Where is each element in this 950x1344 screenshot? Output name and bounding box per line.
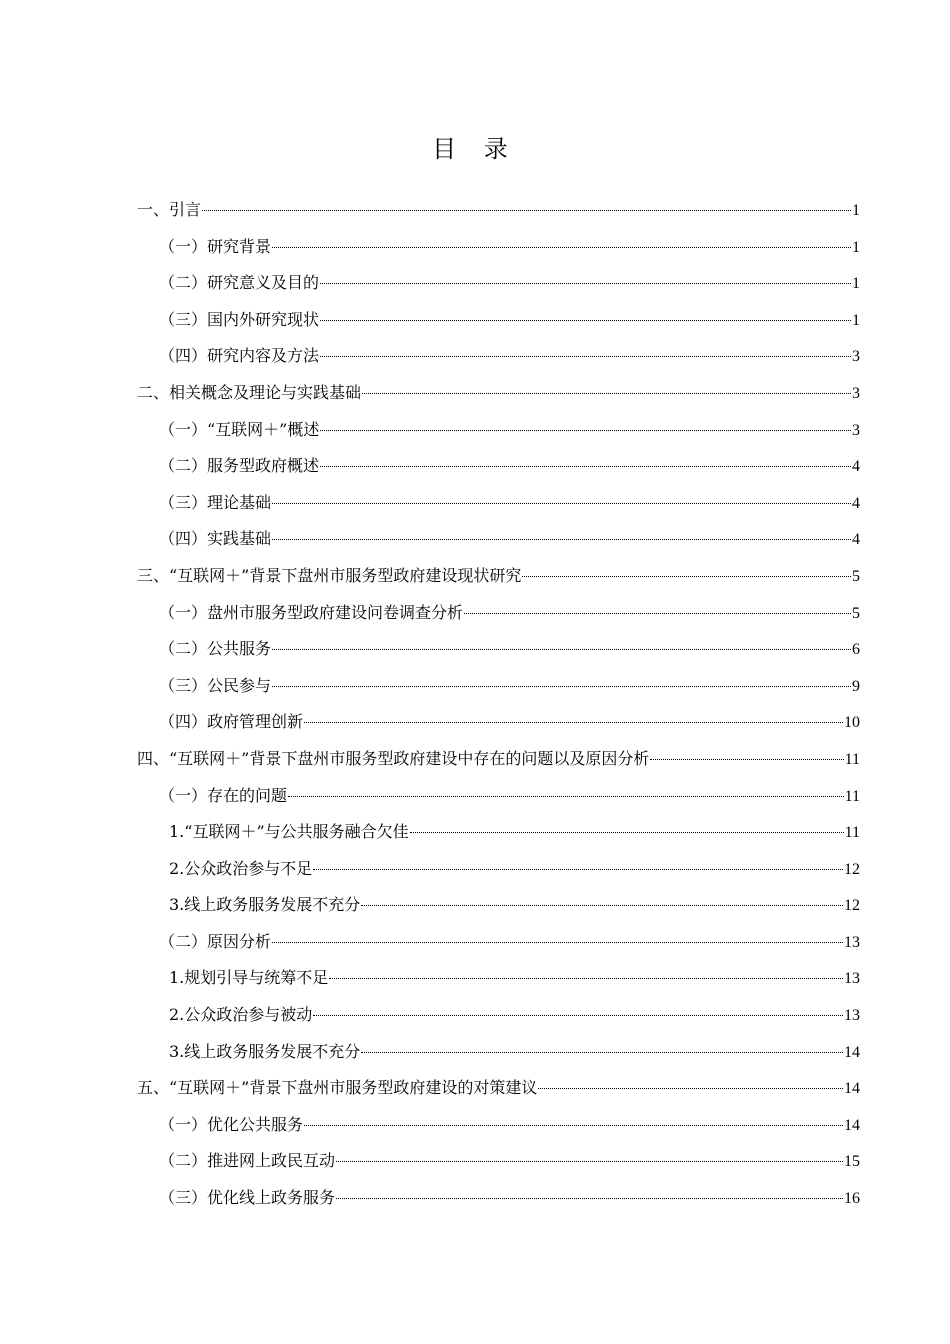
toc-entry[interactable] [137,1180,860,1217]
toc-entry[interactable] [137,302,860,339]
toc-entry-text: 1.“互联网＋”与公共服务融合欠佳 [169,822,409,842]
toc-page-number: 12 [844,897,860,915]
toc-page-number: 15 [844,1153,860,1171]
toc-page-number: 11 [844,750,860,768]
toc-entry-text: 四、“互联网＋”背景下盘州市服务型政府建设中存在的问题以及原因分析 [137,748,650,768]
toc-page-number: 11 [844,787,860,805]
toc-entry[interactable] [137,778,860,815]
toc-page-number: 10 [844,714,860,732]
toc-entry[interactable] [137,1034,860,1071]
toc-page-number: 14 [844,1116,860,1134]
toc-dot-leader [329,977,843,979]
toc-entry[interactable] [137,521,860,558]
toc-dot-leader [288,795,844,797]
toc-entry-text: 一、引言 [137,200,202,219]
toc-entry[interactable] [137,997,860,1034]
toc-entry[interactable] [137,375,860,412]
toc-entry-text: （一）存在的问题 [159,785,288,805]
toc-entry[interactable] [137,960,860,997]
toc-dot-leader [272,941,843,943]
toc-dot-leader [361,1051,843,1053]
toc-page-number: 1 [852,202,860,219]
toc-page-number: 14 [844,1080,860,1098]
toc-entry-text: （一）盘州市服务型政府建设问卷调查分析 [159,602,464,622]
toc-entry-text: 二、相关概念及理论与实践基础 [137,382,362,402]
toc-dot-leader [272,648,851,650]
toc-entry[interactable] [137,741,860,778]
toc-dot-leader [272,502,851,504]
toc-entry-text: （二）公共服务 [159,639,272,659]
toc-entry[interactable] [137,265,860,302]
toc-page-number: 3 [852,348,860,366]
toc-entry-text: 3.线上政务服务发展不充分 [169,895,361,915]
toc-entry-text: （二）推进网上政民互动 [159,1151,336,1171]
toc-dot-leader [361,904,843,906]
toc-entry[interactable] [137,192,860,229]
toc-entry[interactable] [137,485,860,522]
toc-entry[interactable] [137,814,860,851]
toc-title: 目 录 [432,135,518,163]
toc-entry[interactable] [137,631,860,668]
toc-entry[interactable] [137,1107,860,1144]
toc-page-number: 1 [852,275,860,293]
toc-entry[interactable] [137,1143,860,1180]
toc-page-number: 11 [844,824,860,842]
toc-page-number: 3 [852,384,860,402]
toc-page-number: 3 [852,421,860,439]
toc-dot-leader [202,209,851,211]
toc-entry-text: （四）研究内容及方法 [159,346,320,366]
toc-dot-leader [320,465,851,467]
toc-dot-leader [522,575,851,577]
toc-dot-leader [304,1124,843,1126]
toc-entry-text: （一）优化公共服务 [159,1114,304,1134]
toc-entry-text: （四）政府管理创新 [159,712,304,732]
toc-page-number: 4 [852,494,860,512]
toc-entry[interactable] [137,229,860,266]
toc-dot-leader [272,538,851,540]
toc-dot-leader [410,831,844,833]
toc-page-number: 4 [852,531,860,549]
toc-entry[interactable] [137,448,860,485]
toc-entry[interactable] [137,851,860,888]
toc-dot-leader [272,246,851,248]
toc-dot-leader [320,282,851,284]
toc-entry[interactable] [137,338,860,375]
toc-entry-text: 1.规划引导与统筹不足 [169,968,329,988]
toc-page-number: 1 [852,238,860,256]
toc-dot-leader [650,758,843,760]
toc-page-number: 16 [844,1190,860,1208]
toc-entry-text: （四）实践基础 [159,529,272,549]
toc-entry[interactable] [137,668,860,705]
toc-dot-leader [336,1197,843,1199]
toc-entry[interactable] [137,1070,860,1107]
toc-dot-leader [320,319,851,321]
toc-dot-leader [313,1014,843,1016]
toc-entry-text: 2.公众政治参与被动 [169,1005,313,1025]
toc-dot-leader [313,868,843,870]
table-of-contents [137,192,860,1217]
toc-dot-leader [272,685,851,687]
toc-entry-text: 3.线上政务服务发展不充分 [169,1041,361,1061]
toc-entry-text: 三、“互联网＋”背景下盘州市服务型政府建设现状研究 [137,565,522,585]
toc-dot-leader [538,1087,843,1089]
toc-entry-text: （二）服务型政府概述 [159,456,320,476]
toc-page-number: 1 [852,311,860,329]
toc-entry-text: （三）国内外研究现状 [159,309,320,329]
toc-entry[interactable] [137,704,860,741]
toc-entry-text: （三）优化线上政务服务 [159,1188,336,1208]
toc-page-number: 5 [852,567,860,585]
toc-entry[interactable] [137,595,860,632]
toc-page-number: 9 [852,677,860,695]
toc-page-number: 5 [852,604,860,622]
toc-page-number: 4 [852,458,860,476]
toc-dot-leader [336,1160,843,1162]
toc-entry-text: （一）“互联网＋”概述 [159,419,320,439]
toc-entry-text: （三）理论基础 [159,492,272,512]
toc-page-number: 13 [844,933,860,951]
toc-entry-text: （二）研究意义及目的 [159,273,320,293]
toc-page-number: 12 [844,860,860,878]
toc-dot-leader [362,392,851,394]
toc-page-number: 6 [852,641,860,659]
toc-entry-text: （三）公民参与 [159,675,272,695]
toc-entry[interactable] [137,924,860,961]
toc-dot-leader [320,355,851,357]
toc-entry-text: 2.公众政治参与不足 [169,858,313,878]
toc-page-number: 14 [844,1043,860,1061]
toc-dot-leader [464,612,851,614]
toc-dot-leader [304,721,843,723]
toc-dot-leader [320,429,851,431]
toc-entry[interactable] [137,887,860,924]
toc-entry-text: 五、“互联网＋”背景下盘州市服务型政府建设的对策建议 [137,1078,538,1098]
toc-entry-text: （二）原因分析 [159,931,272,951]
toc-entry-text: （一）研究背景 [159,236,272,256]
toc-page-number: 13 [844,1007,860,1025]
toc-entry[interactable] [137,412,860,449]
toc-page-number: 13 [844,970,860,988]
toc-entry[interactable] [137,558,860,595]
